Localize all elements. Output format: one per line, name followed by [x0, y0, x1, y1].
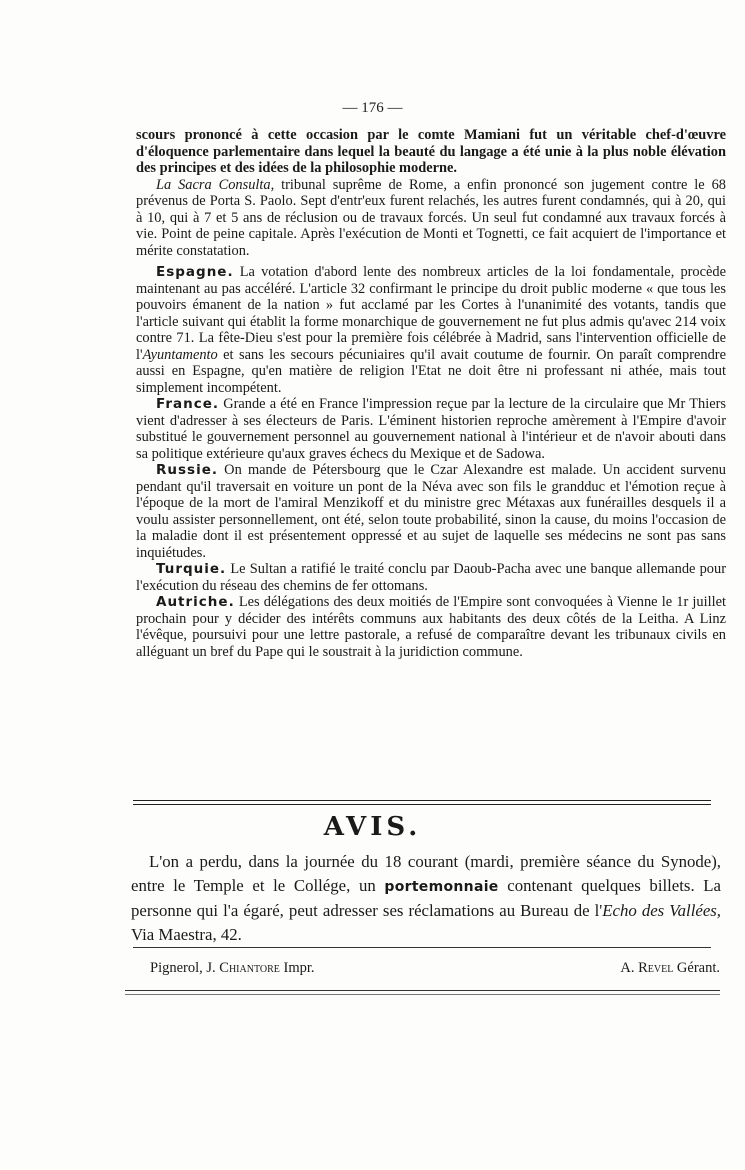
- paragraph-france: [136, 396, 726, 462]
- bottom-divider: [125, 990, 720, 995]
- paragraph-russie: [136, 462, 726, 561]
- avis-notice: [131, 850, 721, 947]
- printer-name: Chiantore: [219, 960, 280, 976]
- manager-name: Revel: [638, 960, 674, 976]
- heading-espagne: Espagne.: [156, 264, 234, 280]
- paragraph-sacra-consulta: [136, 177, 726, 260]
- imprint-line: [150, 960, 720, 977]
- section-divider: [133, 800, 711, 805]
- france-text: Grande a été en France l'impression reçue par la lecture de la circulaire que Mr Thiers vient d'adresser à ses électeurs de Paris. L'éminent historien reproche amèrement à l'Empire d'avoir substitué le gouvernement personnel au gouvernement national à l'intérieur et de n'avoir abouti dans sa politique extérieure qu'aux graves échecs du Mexique et de Sadowa.: [136, 396, 726, 462]
- avis-wallet: portemonnaie: [384, 879, 499, 895]
- heading-russie: Russie.: [156, 462, 218, 478]
- imprint-divider: [133, 947, 711, 948]
- paragraph-mamiani: [136, 127, 726, 177]
- espagne-text-2: et sans les secours pécuniaires qu'il avait coutume de fournir. On paraît comprendre aussi en Espagne, qu'en matière de religion l'Etat ne doit être ni professant ni athée, mais tout simplement incompétent.: [136, 346, 726, 396]
- manager-prefix: A.: [620, 960, 639, 976]
- paragraph-autriche: [136, 594, 726, 660]
- heading-autriche: Autriche.: [156, 594, 235, 610]
- avis-heading: AVIS.: [323, 812, 422, 842]
- espagne-text-1: La votation d'abord lente des nombreux articles de la loi fondamentale, procède maintenant au pas accéléré. L'article 32 confirmant le principe du droit public moderne « que tous les pouvoirs émanent de la nation » fut acclamé par les Cortes à l'unanimité des votants, tandis que l'article suivant qui établit la forme monarchique de gouvernement ne fut plus admis qu'avec 214 voix contre 71. La fête-Dieu s'est pour la première fois célébrée à Madrid, sans l'intervention officielle de l': [136, 264, 726, 363]
- manager: [620, 960, 720, 977]
- russie-text: On mande de Pétersbourg que le Czar Alexandre est malade. Un accident survenu pendant qu'il traversait en voiture un pont de la Néva avec son fils le grandduc et l'émotion reçue à l'époque de la mort de l'amiral Menzikoff et du ministre grec Métaxas aux funérailles desquels il a voulu assister personnellement, ont été, selon toute probabilité, sinon la cause, du moins l'occasion de la maladie dont il est présentement oppressé et au sujet de laquelle ses médecins ne sont pas sans inquiétudes.: [136, 462, 726, 561]
- sacra-consulta-title: La Sacra Consulta,: [156, 176, 275, 193]
- page-number: — 176 —: [342, 100, 403, 116]
- espagne-italic: Ayuntamento: [142, 346, 218, 363]
- sacra-consulta-text: tribunal suprême de Rome, a enfin prononcé son jugement contre le 68 prévenus de Porta S. Paolo. Sept d'entr'eux furent relachés, les autres furent condamnés, qui à 20, qui à 10, qui à 7 et 5 ans de réclusion ou de travaux forcés. Un seul fut condamné aux travaux forcés à vie. Point de peine capitale. Après l'exécution de Monti et Tognetti, ce fait acquiert de l'importance et mérite constatation.: [136, 176, 727, 259]
- news-column: [136, 127, 726, 660]
- avis-text-2: contenant quelques billets. La personne qui l'a égaré, peut adresser ses réclamations au Bureau de l': [131, 876, 721, 920]
- printer: [150, 960, 315, 976]
- turquie-text: Le Sultan a ratifié le traité conclu par Daoub-Pacha avec une banque allemande pour l'exécution du réseau des chemins de fer ottomans.: [136, 561, 726, 594]
- avis-paragraph: [131, 850, 721, 947]
- autriche-text: Les délégations des deux moitiés de l'Empire sont convoquées à Vienne le 1r juillet prochain pour y décider des intérêts communs aux habitants des deux côtés de la Leitha. A Linz l'évêque, poursuivi pour une lettre pastorale, a refusé de comparaître devant les tribunaux civils en alléguant un bref du Pape qui le soustrait à la juridiction commune.: [136, 594, 726, 660]
- avis-text-3: Via Maestra, 42.: [131, 925, 242, 944]
- manager-suffix: Gérant.: [673, 960, 720, 976]
- avis-journal: Echo des Vallées,: [602, 901, 721, 920]
- heading-turquie: Turquie.: [156, 561, 227, 577]
- paragraph-turquie: [136, 561, 726, 594]
- mamiani-text: scours prononcé à cette occasion par le comte Mamiani fut un véritable chef-d'œuvre d'éloquence parlementaire dans lequel la beauté du langage a été unie à la plus noble élévation des principes et des idées de la philosophie moderne.: [136, 127, 726, 176]
- paragraph-espagne: [136, 264, 726, 396]
- printer-suffix: Impr.: [279, 960, 315, 976]
- heading-france: France.: [156, 396, 220, 412]
- printer-prefix: Pignerol, J.: [150, 960, 220, 976]
- avis-text-1: L'on a perdu, dans la journée du 18 courant (mardi, première séance du Synode), entre le Temple et le Collége, un: [131, 852, 721, 895]
